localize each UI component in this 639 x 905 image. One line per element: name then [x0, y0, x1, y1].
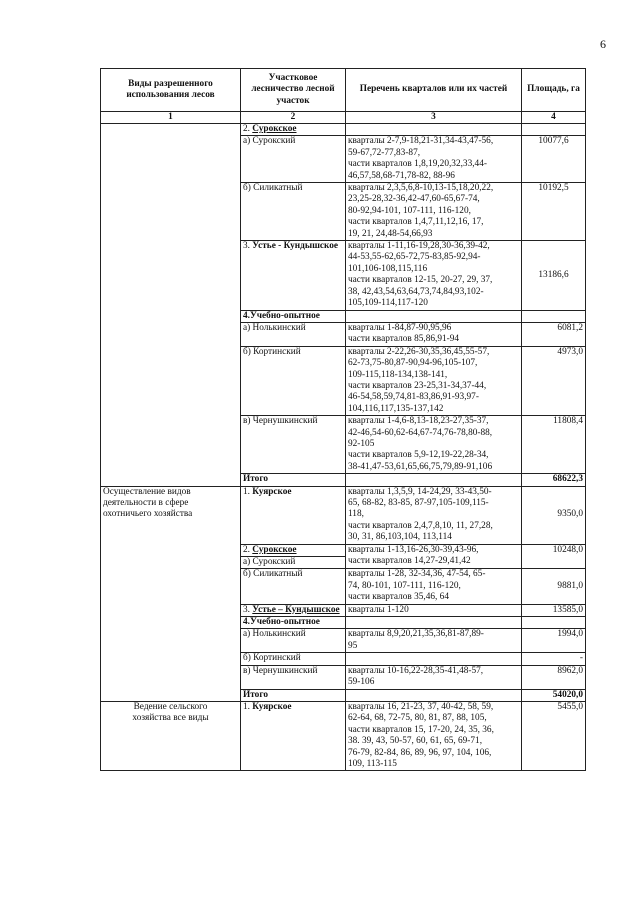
- site-cell: б) Кортинский: [241, 653, 346, 665]
- quarters-cell: кварталы 1-11,16-19,28,30-36,39-42, 44-53,55-62,65-72,75-83,85-92,94- 101,106-108,115,116 части кварталов 12-15, 20-27, 29, 37, 38, 42,43,54,63,64,73,74,84,93,102- 105,109-114,117-120: [346, 241, 522, 310]
- use-type-cell: Ведение сельского хозяйства все виды: [101, 701, 241, 770]
- total-label: Итого: [241, 474, 346, 486]
- header-area: Площадь, га: [522, 69, 586, 112]
- header-quarters: Перечень кварталов или их частей: [346, 69, 522, 112]
- page-number: 6: [600, 37, 606, 51]
- quarters-cell: кварталы 8,9,20,21,35,36,81-87,89- 95: [346, 629, 522, 653]
- area-cell: 10192,5: [522, 183, 586, 241]
- quarters-cell: кварталы 1-13,16-26,30-39,43-96, части кварталов 14,27-29,41,42: [346, 544, 522, 569]
- area-cell: -: [522, 653, 586, 665]
- area-cell: 4973,0: [522, 346, 586, 415]
- column-number: 1: [101, 112, 241, 124]
- header-row: [101, 69, 586, 112]
- total-area: 54020,0: [522, 689, 586, 701]
- site-cell: б) Силикатный: [241, 183, 346, 241]
- column-number-row: [101, 112, 586, 124]
- header-use-type: Виды разрешенного использования лесов: [101, 69, 241, 112]
- forestry-cell: 1. Куярское: [241, 701, 346, 770]
- table-row: [101, 486, 586, 544]
- quarters-cell: [346, 653, 522, 665]
- forestry-cell: 2. Сурокское: [241, 124, 346, 136]
- table-row: [101, 124, 586, 136]
- area-cell: 10248,0: [522, 544, 586, 569]
- use-type-cell: Осуществление видов деятельности в сфере охотничьего хозяйства: [101, 486, 241, 701]
- site-cell: а) Сурокский: [241, 136, 346, 183]
- quarters-cell: кварталы 1-28, 32-34,36, 47-54, 65- 74, 80-101, 107-111, 116-120, части кварталов 35,46, 64: [346, 569, 522, 604]
- area-cell: 9350,0: [522, 486, 586, 544]
- total-area: 68622,3: [522, 474, 586, 486]
- site-cell: в) Чернушкинский: [241, 416, 346, 474]
- site-cell: а) Нолькинский: [241, 629, 346, 653]
- quarters-cell: кварталы 1-84,87-90,95,96 части кварталов 85,86,91-94: [346, 322, 522, 346]
- header-forestry: Участковое лесничество лесной участок: [241, 69, 346, 112]
- area-cell: 10077,6: [522, 136, 586, 183]
- quarters-cell: кварталы 1-120: [346, 604, 522, 616]
- site-cell: б) Силикатный: [241, 569, 346, 604]
- quarters-cell: кварталы 1-4,6-8,13-18,23-27,35-37, 42-46,54-60,62-64,67-74,76-78,80-88, 92-105 части кварталов 5,9-12,19-22,28-34, 38-41,47-53,61,65,66,75,79,89-91,106: [346, 416, 522, 474]
- area-cell: 8962,0: [522, 665, 586, 689]
- site-cell: а) Нолькинский: [241, 322, 346, 346]
- forestry-cell: 1. Куярское: [241, 486, 346, 544]
- quarters-cell: кварталы 2-22,26-30,35,36,45,55-57, 62-73,75-80,87-90,94-96,105-107, 109-115,118-134,138-141, части кварталов 23-25,31-34,37-44, 46-54,58,59,74,81-83,86,91-93,97- 104,116,117,135-137,142: [346, 346, 522, 415]
- area-cell: 6081,2: [522, 322, 586, 346]
- total-label: Итого: [241, 689, 346, 701]
- column-number: 4: [522, 112, 586, 124]
- area-cell: 13186,6: [522, 241, 586, 310]
- site-cell: в) Чернушкинский: [241, 665, 346, 689]
- quarters-cell: кварталы 2,3,5,6,8-10,13-15,18,20,22, 23,25-28,32-36,42-47,60-65,67-74, 80-92,94-101, 107-111, 116-120, части кварталов 1,4,7,11,12,16, 17, 19, 21, 24,48-54,66,93: [346, 183, 522, 241]
- table-row: [101, 701, 586, 770]
- site-cell: а) Сурокский: [241, 557, 346, 569]
- use-type-cell: [101, 124, 241, 487]
- quarters-cell: кварталы 16, 21-23, 37, 40-42, 58, 59, 62-64, 68, 72-75, 80, 81, 87, 88, 105, части кварталов 15, 17-20, 24, 35, 36, 38. 39, 43, 50-57, 60, 61, 65, 69-71, 76-79, 82-84, 86, 89, 96, 97, 104, 106, 109, 113-115: [346, 701, 522, 770]
- site-cell: 3. Устье – Кундышское: [241, 604, 346, 616]
- quarters-cell: кварталы 1,3,5,9, 14-24,29, 33-43,50- 65, 68-82, 83-85, 87-97,105-109,115- 118, части кварталов 2,4,7,8,10, 11, 27,28, 30, 31, 86,103,104, 113,114: [346, 486, 522, 544]
- forestry-cell: 2. Сурокское: [241, 544, 346, 556]
- forest-use-table: [100, 68, 586, 771]
- site-cell: б) Кортинский: [241, 346, 346, 415]
- quarters-cell: кварталы 10-16,22-28,35-41,48-57, 59-106: [346, 665, 522, 689]
- site-cell: 3. Устье - Кундышское: [241, 241, 346, 310]
- area-cell: 13585,0: [522, 604, 586, 616]
- forestry-cell: 4.Учебно-опытное: [241, 617, 346, 629]
- area-cell: 9881,0: [522, 569, 586, 604]
- column-number: 2: [241, 112, 346, 124]
- column-number: 3: [346, 112, 522, 124]
- area-cell: 5455,0: [522, 701, 586, 770]
- quarters-cell: кварталы 2-7,9-18,21-31,34-43,47-56, 59-67,72-77,83-87, части кварталов 1,8,19,20,32,33,44- 46,57,58,68-71,78-82, 88-96: [346, 136, 522, 183]
- area-cell: 11808,4: [522, 416, 586, 474]
- area-cell: 1994,0: [522, 629, 586, 653]
- forestry-cell: 4.Учебно-опытное: [241, 310, 346, 322]
